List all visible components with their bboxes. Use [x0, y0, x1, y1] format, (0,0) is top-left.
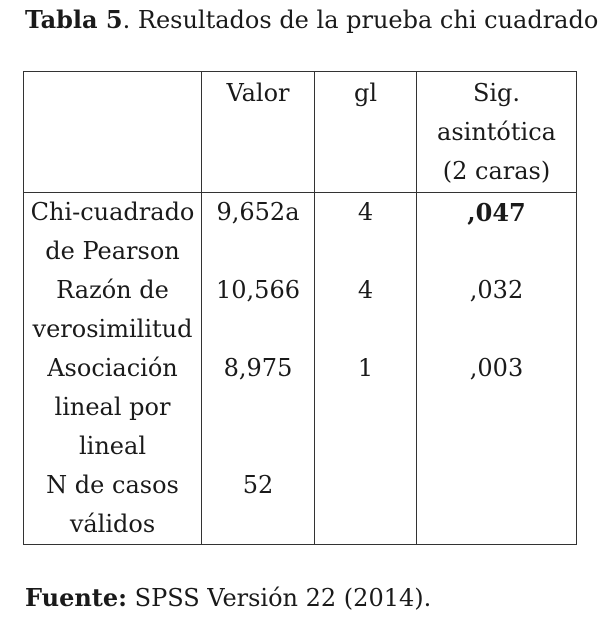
- row-gl: 4: [315, 193, 417, 272]
- table-row: [24, 271, 577, 349]
- row-label: N de casos válidos: [24, 466, 202, 545]
- header-sig: Sig. asintótica (2 caras): [417, 72, 577, 193]
- row-valor: 9,652a: [202, 193, 315, 272]
- row-gl: 1: [315, 349, 417, 466]
- row-sig: ,047: [417, 193, 577, 272]
- table-caption: [25, 4, 598, 36]
- table-row: [24, 193, 577, 272]
- header-gl: gl: [315, 72, 417, 193]
- header-valor: Valor: [202, 72, 315, 193]
- source-text: SPSS Versión 22 (2014).: [127, 584, 432, 612]
- row-valor: 10,566: [202, 271, 315, 349]
- row-valor: 52: [202, 466, 315, 545]
- header-empty: [24, 72, 202, 193]
- header-row: [24, 72, 577, 193]
- row-sig: ,003: [417, 349, 577, 466]
- row-gl: 4: [315, 271, 417, 349]
- caption-text: . Resultados de la prueba chi cuadrado: [122, 6, 599, 34]
- row-sig: [417, 466, 577, 545]
- source-label: Fuente:: [25, 583, 127, 612]
- chi-square-results-table: [23, 71, 577, 545]
- row-valor: 8,975: [202, 349, 315, 466]
- table-row: [24, 349, 577, 466]
- caption-label: Tabla 5: [25, 5, 123, 34]
- table-row: [24, 466, 577, 545]
- row-gl: [315, 466, 417, 545]
- row-label: Asociación lineal por lineal: [24, 349, 202, 466]
- row-sig: ,032: [417, 271, 577, 349]
- row-label: Razón de verosimilitud: [24, 271, 202, 349]
- source-note: [25, 582, 431, 614]
- row-label: Chi-cuadrado de Pearson: [24, 193, 202, 272]
